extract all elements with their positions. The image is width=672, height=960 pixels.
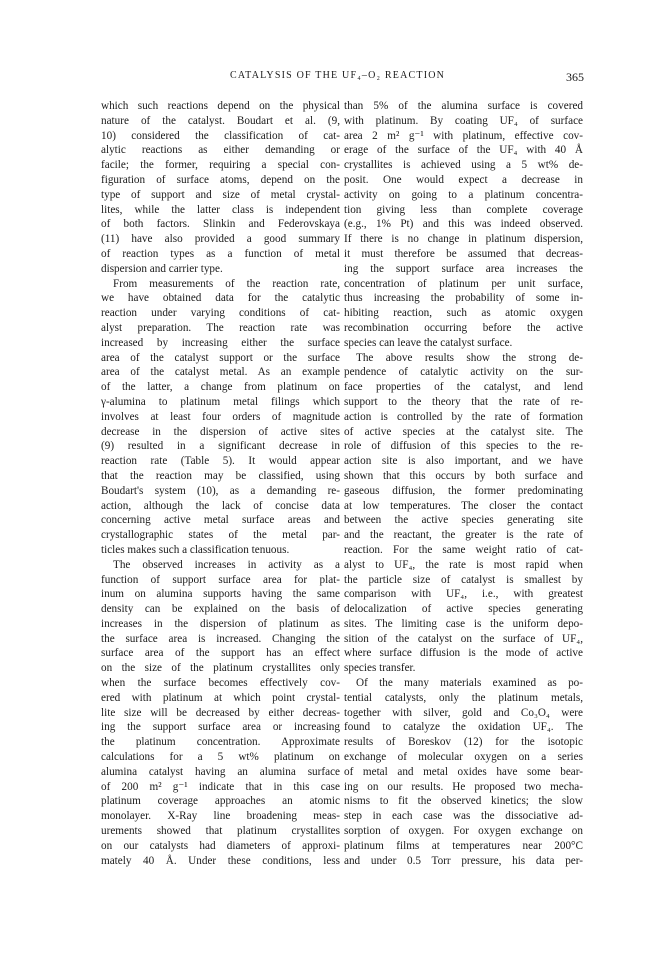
page-number: 365 [566,70,584,84]
text-line: step in each case was the dissociative ad- [344,810,583,823]
text-line: gaseous diffusion, the former predominating [344,484,583,497]
text-line: density can be explained on the basis of [101,603,340,616]
text-line: platinum films at temperatures near 200°C [344,839,583,852]
text-line: pendence of catalytic activity on the sur- [344,366,583,379]
text-line: The above results show the strong de- [356,351,583,364]
text-line: of 200 m² g⁻¹ indicate that in this case [101,780,340,793]
text-line: increases in the dispersion of platinum as [101,617,340,630]
text-line: concerning active metal surface areas and [101,514,340,527]
text-line: comparison with UF₄, i.e., with greatest [344,588,583,601]
text-line: posit. One would expect a decrease in [344,173,583,186]
text-line: ing on our results. He proposed two mecha- [344,780,583,793]
text-line: face properties of the catalyst, and lend [344,381,583,394]
text-line: crystallographic states of the metal par- [101,529,340,542]
text-line: function of support surface area for plat- [101,573,340,586]
text-line: mately 40 Å. Under these conditions, less [101,854,340,867]
text-line: it must therefore be assumed that decreas- [344,247,583,260]
text-line: when the surface becomes effectively cov- [101,677,340,690]
text-line: of active species at the catalyst site. The [344,425,583,438]
text-column-left [101,99,340,868]
text-line: action site is also important, and we have [344,455,583,468]
text-line: area of the catalyst support or the surface [101,351,340,364]
text-line: monolayer. X-Ray line broadening meas- [101,810,340,823]
text-line: role of diffusion of this species to the re- [344,440,583,453]
text-line: and the reactant, the greater is the rate of [344,529,583,542]
text-line: where surface diffusion is the mode of active [344,647,583,660]
text-line: reaction rate (Table 5). It would appear [101,455,340,468]
text-line: which such reactions depend on the physical [101,100,340,112]
text-line: with platinum. By coating UF₄ of surface [344,114,583,127]
text-line: calculations for a 5 wt% platinum on [101,751,340,764]
text-line: erage of the surface of the UF₄ with 40 Å [344,144,583,157]
text-line: we have obtained data for the catalytic [101,292,340,305]
text-line: the particle size of catalyst is smallest by [344,573,583,586]
text-line: platinum coverage approaches an atomic [101,795,340,808]
text-line: activity on going to a platinum concentra- [344,188,583,201]
text-line: action is controlled by the rate of formation [344,410,583,423]
text-line: alytic reactions as either demanding or [101,144,340,157]
text-line: type of support and size of metal crystal- [101,188,340,201]
text-column-right [344,99,583,868]
text-line: that the reaction may be classified, using [101,469,340,482]
text-line: and under 0.5 Torr pressure, his data per- [344,854,583,867]
text-line: of reaction types as a function of metal [101,247,340,260]
text-line: lite size will be decreased by either decreas- [101,706,340,719]
text-line: action, although the lack of concise data [101,499,340,512]
text-line: figuration of surface atoms, depend on the [101,173,340,186]
text-line: From measurements of the reaction rate, [113,277,340,290]
text-line: on the size of the platinum crystallites only [101,662,340,675]
text-line: of both factors. Slinkin and Federovskaya [101,218,340,231]
text-line: ing the support surface area increases the [344,262,583,275]
text-line: sorption of oxygen. For oxygen exchange on [344,825,583,838]
text-line: ticles makes such a classification tenuous. [101,543,290,556]
text-line: lites, while the latter class is independent [101,203,340,216]
text-line: ered with platinum at which point crystal- [101,691,340,704]
text-line: sites. The limiting case is the uniform depo- [344,617,583,630]
text-line: tential catalysts, only the platinum metals, [344,691,583,704]
text-line: tion giving less than complete coverage [344,203,583,216]
text-line: (e.g., 1% Pt) and this was indeed observed. [344,218,583,231]
text-line: Of the many materials examined as po- [356,677,583,690]
text-line: γ-alumina to platinum metal filings which [101,395,340,408]
text-line: sition of the catalyst on the surface of UF₄, [344,632,583,645]
text-line: shown that this occurs by both surface and [344,469,583,482]
text-line: increased by increasing either the surface [101,336,340,349]
text-line: (11) have also provided a good summary [101,233,340,246]
text-line: species transfer. [344,662,416,675]
text-line: on our catalysts had diameters of approxi- [101,839,340,852]
text-line: ing the support surface area or increasing [101,721,340,734]
text-line: than 5% of the alumina surface is covered [344,100,583,112]
text-line: of metal and metal oxides have some bear- [344,765,583,778]
text-line: between the active species generating site [344,514,583,527]
text-line: recombination occurring before the active [344,321,583,334]
text-line: alyst preparation. The reaction rate was [101,321,340,334]
text-line: the platinum concentration. Approximate [101,736,340,749]
text-line: thus increasing the probability of some in- [344,292,583,305]
text-line: concentration of platinum per unit surface, [344,277,583,290]
text-line: 10) considered the classification of cat- [101,129,340,142]
text-line: found to catalyze the oxidation UF₄. The [344,721,583,734]
text-line: reaction. For the same weight ratio of cat- [344,543,583,556]
text-line: area of the catalyst metal. As an example [101,366,340,379]
text-line: surface area of the support has an effect [101,647,340,660]
running-head [0,70,672,88]
text-line: inum on alumina supports having the same [101,588,340,601]
text-line: urements showed that platinum crystallites [101,825,340,838]
text-line: If there is no change in platinum dispersion, [344,233,583,246]
text-line: together with silver, gold and Co₃O₄ were [344,706,583,719]
text-line: crystallites is achieved using a 5 wt% de- [344,159,583,172]
text-line: alyst to UF₄, the rate is most rapid when [344,558,583,571]
text-line: reaction under varying conditions of cat- [101,307,340,320]
running-title: CATALYSIS OF THE UF₄–O₂ REACTION [230,70,446,81]
text-line: alumina catalyst having an alumina surface [101,765,340,778]
text-line: nature of the catalyst. Boudart et al. (9, [101,114,340,127]
text-line: dispersion and carrier type. [101,262,223,275]
text-line: results of Boreskov (12) for the isotopic [344,736,583,749]
text-line: (9) resulted in a significant decrease in [101,440,340,453]
text-line: hibiting reaction, such as atomic oxygen [344,307,583,320]
text-line: decrease in the dispersion of active sites [101,425,340,438]
text-line: nisms to fit the observed kinetics; the slow [344,795,583,808]
text-line: the surface area is increased. Changing the [101,632,340,645]
text-line: at low temperatures. The closer the contact [344,499,583,512]
text-line: involves at least four orders of magnitude [101,410,340,423]
text-line: species can leave the catalyst surface. [344,336,513,349]
text-line: The observed increases in activity as a [113,558,340,571]
text-line: exchange of molecular oxygen on a series [344,751,583,764]
text-line: of the latter, a change from platinum on [101,381,340,394]
text-line: delocalization of active species generating [344,603,583,616]
text-line: area 2 m² g⁻¹ with platinum, effective cov- [344,129,583,142]
text-line: Boudart's system (10), as a demanding re- [101,484,340,497]
text-line: facile; the former, requiring a special con- [101,159,340,172]
text-line: support to the theory that the rate of re- [344,395,583,408]
